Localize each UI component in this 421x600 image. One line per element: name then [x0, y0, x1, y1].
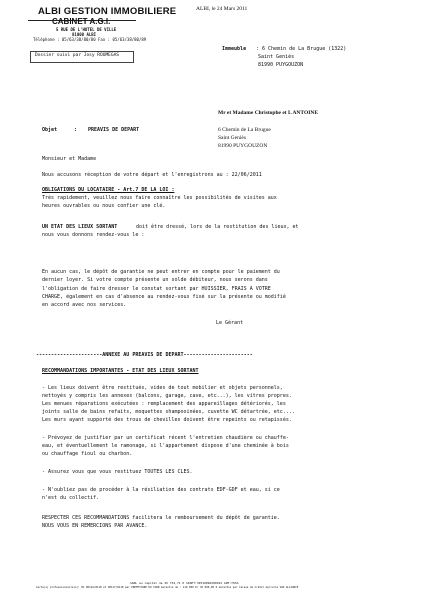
garantie-line: dernier loyer. Si votre compte présente un solde débiteur, nous serons dans [42, 277, 268, 284]
recommandation-line: joints salle de bains refaits, moquettes shampooinées, cuvette WC détartrée, etc.... [42, 409, 295, 415]
dossier-text: Dossier suivi par Josy ROUMEGAS [35, 53, 119, 58]
closing-paragraph [42, 514, 382, 530]
recommandation-line: eau, et éventuellement le ramonage, si l'appartement dispose d'une cheminée à bois [42, 443, 289, 449]
recommandation-line: - N'oubliez pas de procéder à la résiliation des contrats EDF-GDF et eau, si ce [42, 487, 280, 493]
recommandation-line: - Prévoyez de justifier par un certificat récent l'entretien chaudière ou chauffe- [42, 435, 289, 441]
place-date: ALBI, le 24 Mars 2011 [196, 6, 248, 12]
garantie-paragraph [42, 268, 382, 309]
signature: Le Gérant [216, 320, 244, 326]
property-line-2: Saint Geniès [258, 54, 295, 60]
recommandation-line: Les murs ayant supporté des trous de chevilles doivent être repeints ou retapissés. [42, 417, 292, 423]
recommandations-title: RECOMMANDATIONS IMPORTANTES - ETAT DES LIEUX SORTANT [42, 368, 199, 374]
recipient-name: Mr et Madame Christophe et L ANTOINE [218, 110, 319, 116]
recommandation-line: - Les lieux doivent être restitués, vides de tout mobilier et objets personnels, [42, 385, 283, 391]
recommandation-line: Les menues réparations exécutées : remplacement des appareillages détériorés, les [42, 401, 286, 407]
recommandation-item-4 [42, 486, 382, 502]
etat-line-1: doit être dressé, lors de la restitution des lieux, et [136, 224, 299, 230]
obligations-title: OBLIGATIONS DU LOCATAIRE - Art.7 DE LA LOI : [42, 187, 175, 193]
objet-label: Objet [42, 127, 58, 133]
footer-line-1: SARL au capital de 45 734,71 € SIRET:39510096200012 APE:703A [130, 581, 239, 585]
recommandation-item-2 [42, 434, 382, 458]
recommandation-line: nettoyés y compris les annexes (balcons, garage, cave, etc...), les vitres propres. [42, 393, 292, 399]
agency-name: ALBI GESTION IMMOBILIERE [38, 6, 177, 17]
greeting: Monsieur et Madame [42, 156, 97, 162]
garantie-line: en accord avec nos services. [42, 302, 127, 309]
agency-address-city: 81000 ALBI [72, 32, 97, 37]
footer-line-2: Carte(s) professionnelle(s): 81 0011G/8118 et 0011T/8118 par PREFECTURE DU TARN Garantie de : 110 000 €/ 45 000,00 € Garantie par Caisse de Crédit Agricole SUD ALLIANCE [36, 586, 299, 589]
garantie-line: CHARGE, également en cas d'absence au rendez-vous fixé sur la présente ou modifié [42, 293, 286, 300]
property-line-3: 81990 PUYGOUZON [258, 62, 304, 68]
obligations-text [42, 194, 382, 210]
recipient-line-2: Saint Geniès [218, 135, 246, 141]
obligations-line: Très rapidement, veuillez nous faire connaître les possibilités de visites aux [42, 195, 277, 201]
garantie-line: l'obligation de faire dresser le constat sortant par HUISSIER, FRAIS A VOTRE [42, 285, 271, 292]
recommandation-item-3 [42, 468, 382, 476]
agency-address-street: 5 RUE DE L'HOTEL DE VILLE [56, 27, 117, 32]
recommandation-item-1 [42, 384, 382, 424]
recommandation-line: ou chauffage fioul ou charbon. [42, 451, 133, 457]
recommandation-line: - Assurez vous que vous restituez TOUTES LES CLES. [42, 469, 193, 475]
closing-line: RESPECTER CES RECOMMANDATIONS facilitera le remboursement du dépôt de garantie. [42, 515, 280, 521]
recipient-line-3: 81990 PUYGOUZON [218, 143, 268, 149]
closing-line: NOUS VOUS EN REMERCIONS PAR AVANCE. [42, 523, 148, 529]
agency-cabinet: CABINET A.G.I. [52, 17, 111, 26]
property-line-1: : 6 Chemin de La Brugue (1322) [256, 46, 347, 52]
obligations-line: heures ouvrables ou nous confier une clé. [42, 203, 166, 209]
etat-line-2: nous vous donnons rendez-vous le : [42, 232, 145, 238]
annexe-title: ----------------------ANNEXE AU PREAVIS DE DEPART----------------------- [36, 352, 253, 358]
objet-value: PREAVIS DE DEPART [88, 127, 140, 133]
property-label: Immeuble [222, 46, 247, 52]
intro-text: Nous accusons réception de votre départ et l'enregistrons au : 22/06/2011 [42, 172, 262, 178]
agency-phone: Téléphone : 05/63/38/80/80 Fax : 05/63/38/80/89 [33, 37, 147, 42]
garantie-line: En aucun cas, le dépôt de garantie ne peut entrer en compte pour le paiement du [42, 269, 280, 275]
recipient-line-1: 6 Chemin de La Brugue [218, 127, 271, 133]
recommandation-line: n'est du collectif. [42, 495, 100, 501]
objet-separator: : [74, 127, 78, 133]
etat-lead: UN ETAT DES LIEUX SORTANT [42, 224, 118, 230]
